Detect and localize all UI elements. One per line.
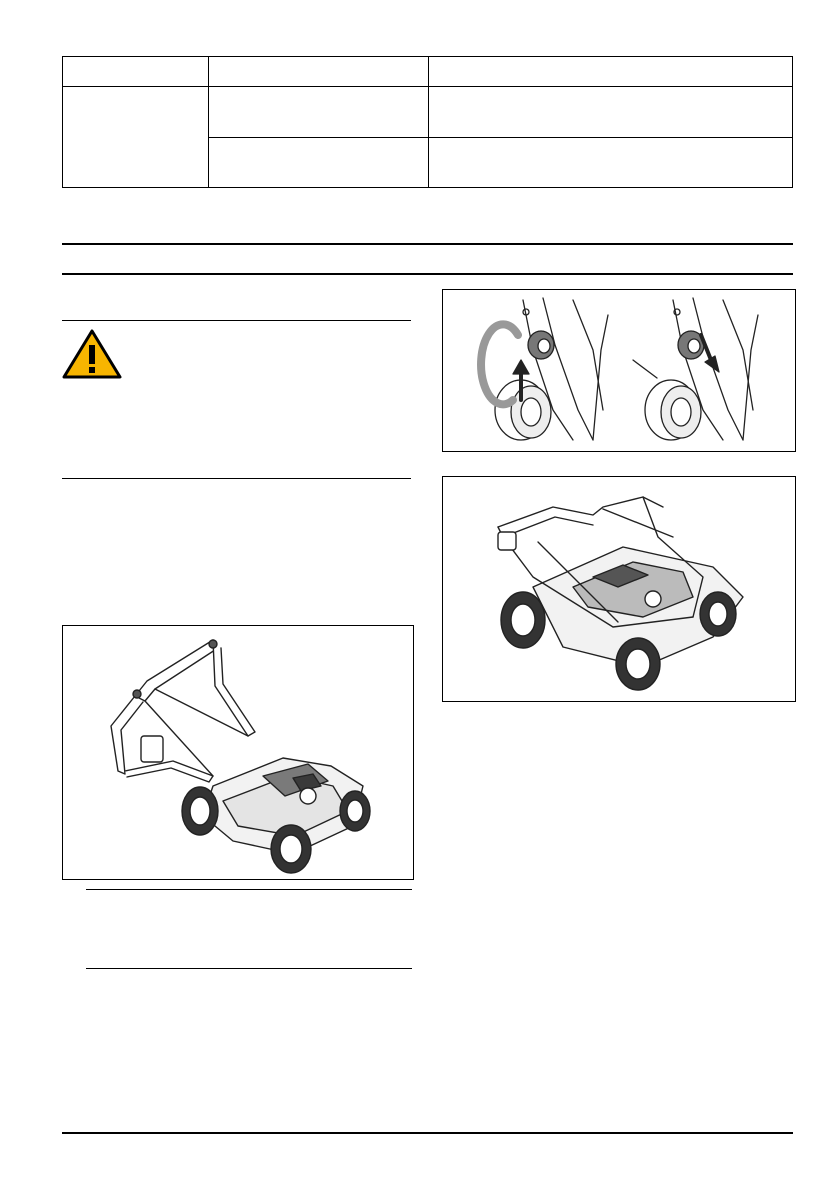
note-rule-bottom: [86, 968, 412, 969]
table-row-rule: [208, 137, 792, 138]
warning-triangle-icon: [62, 329, 122, 379]
lawnmower-handle-unfolded-icon: [63, 626, 415, 881]
footer-rule: [62, 1132, 793, 1134]
section-rule-bottom: [62, 273, 793, 275]
note-rule-top: [86, 889, 412, 890]
warning-rule-top: [62, 320, 411, 321]
table-header-rule: [63, 86, 792, 87]
table-divider: [428, 57, 429, 187]
warning-rule-bottom: [62, 478, 411, 479]
knob-turn-and-push-icon: [443, 290, 797, 453]
lawnmower-handle-folded-icon: [443, 477, 797, 703]
figure-handle-folded: [442, 476, 796, 702]
section-rule-top: [62, 243, 793, 245]
info-table: [62, 56, 793, 188]
figure-knob-steps: [442, 289, 796, 452]
table-divider: [208, 57, 209, 187]
figure-handle-unfolded: [62, 625, 414, 880]
